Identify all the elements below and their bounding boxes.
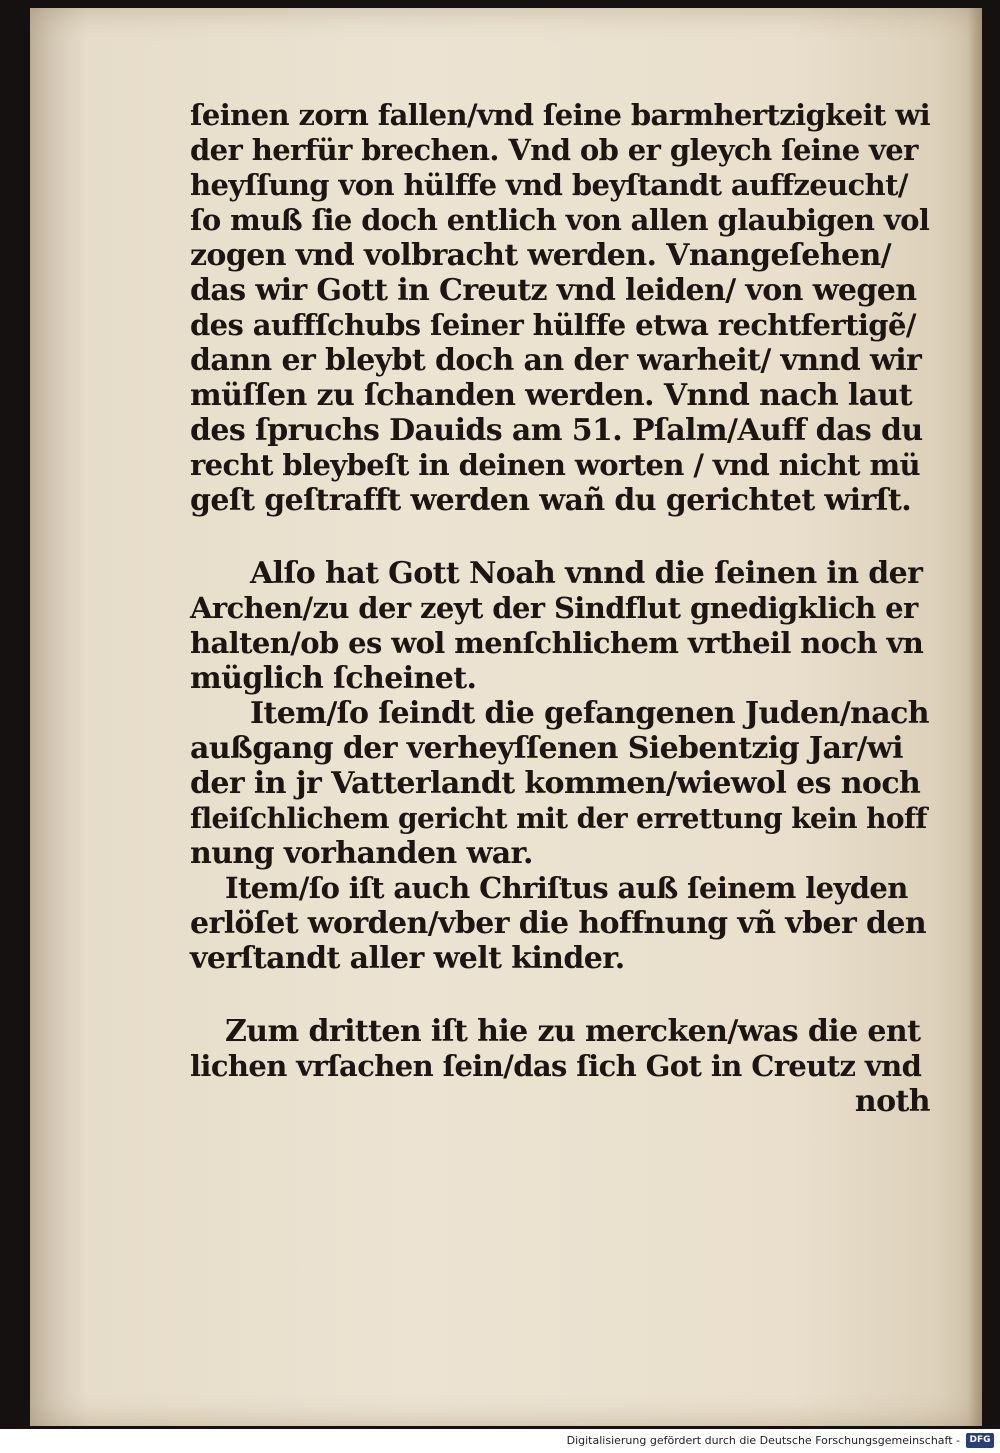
text-line: der in jr Vatterlandt kommen/wiewol es noch <box>190 766 921 801</box>
text-line: fleiſchlichem gericht mit der errettung kein hoff <box>190 802 927 835</box>
text-line: ſeinen zorn fallen/vnd ſeine barmhertzigkeit wi <box>190 98 931 132</box>
text-line: Alſo hat Gott Noah vnnd die ſeinen in der <box>250 556 923 591</box>
text-line: Archen/zu der zeyt der Sindflut gnedigklich er <box>190 591 918 625</box>
catchword: noth <box>854 1084 930 1119</box>
text-line: lichen vrſachen ſein/das ſich Got in Creutz vnd <box>190 1049 922 1083</box>
text-line: verſtandt aller welt kinder. <box>190 941 625 976</box>
footer-bar <box>0 1429 1000 1453</box>
text-line: Zum dritten iſt hie zu mercken/was die ent <box>225 1014 921 1049</box>
text-line: dann er bleybt doch an der warheit/ vnnd wir <box>190 343 922 378</box>
text-line: zogen vnd volbracht werden. Vnangeſehen/ <box>190 238 892 273</box>
text-line: des auffſchubs ſeiner hülffe etwa rechtfertigẽ/ <box>190 308 916 342</box>
page-text <box>190 98 930 1119</box>
paragraph-2 <box>190 556 930 696</box>
text-line: erlöſet worden/vber die hoffnung vñ vber den <box>190 906 927 941</box>
footer-credit: Digitalisierung gefördert durch die Deutsche Forschungsgemeinschaft - <box>566 1434 960 1447</box>
text-line: geſt geſtrafft werden wañ du gerichtet wirſt. <box>190 483 912 518</box>
dfg-logo: DFG <box>966 1433 994 1448</box>
text-line: halten/ob es wol menſchlichem vrtheil noch vn <box>190 626 924 660</box>
text-line: der herfür brechen. Vnd ob er gleych ſeine ver <box>190 133 918 167</box>
paragraph-1 <box>190 98 930 518</box>
text-line: Item/ſo iſt auch Chriſtus auß ſeinem leyden <box>225 871 908 905</box>
paragraph-3 <box>190 696 930 871</box>
text-line: nung vorhanden war. <box>190 836 533 871</box>
text-line: das wir Gott in Creutz vnd leiden/ von wegen <box>190 273 917 308</box>
text-line: außgang der verheyſſenen Siebentzig Jar/wi <box>190 731 903 766</box>
text-line: müglich ſcheinet. <box>190 661 477 696</box>
text-line: heyſſung von hülffe vnd beyſtandt auffzeucht/ <box>190 168 908 202</box>
text-line: recht bleybeſt in deinen worten / vnd nicht mü <box>190 448 921 482</box>
text-line: Item/ſo ſeindt die gefangenen Juden/nach <box>250 696 930 731</box>
page-edge <box>968 8 982 1426</box>
paragraph-4 <box>190 871 930 976</box>
text-line: des ſpruchs Dauids am 51. Pſalm/Auff das du <box>190 413 923 448</box>
paragraph-5 <box>190 1014 930 1119</box>
text-line: müſſen zu ſchanden werden. Vnnd nach laut <box>190 378 913 413</box>
text-line: ſo muß ſie doch entlich von allen glaubigen vol <box>190 203 930 237</box>
